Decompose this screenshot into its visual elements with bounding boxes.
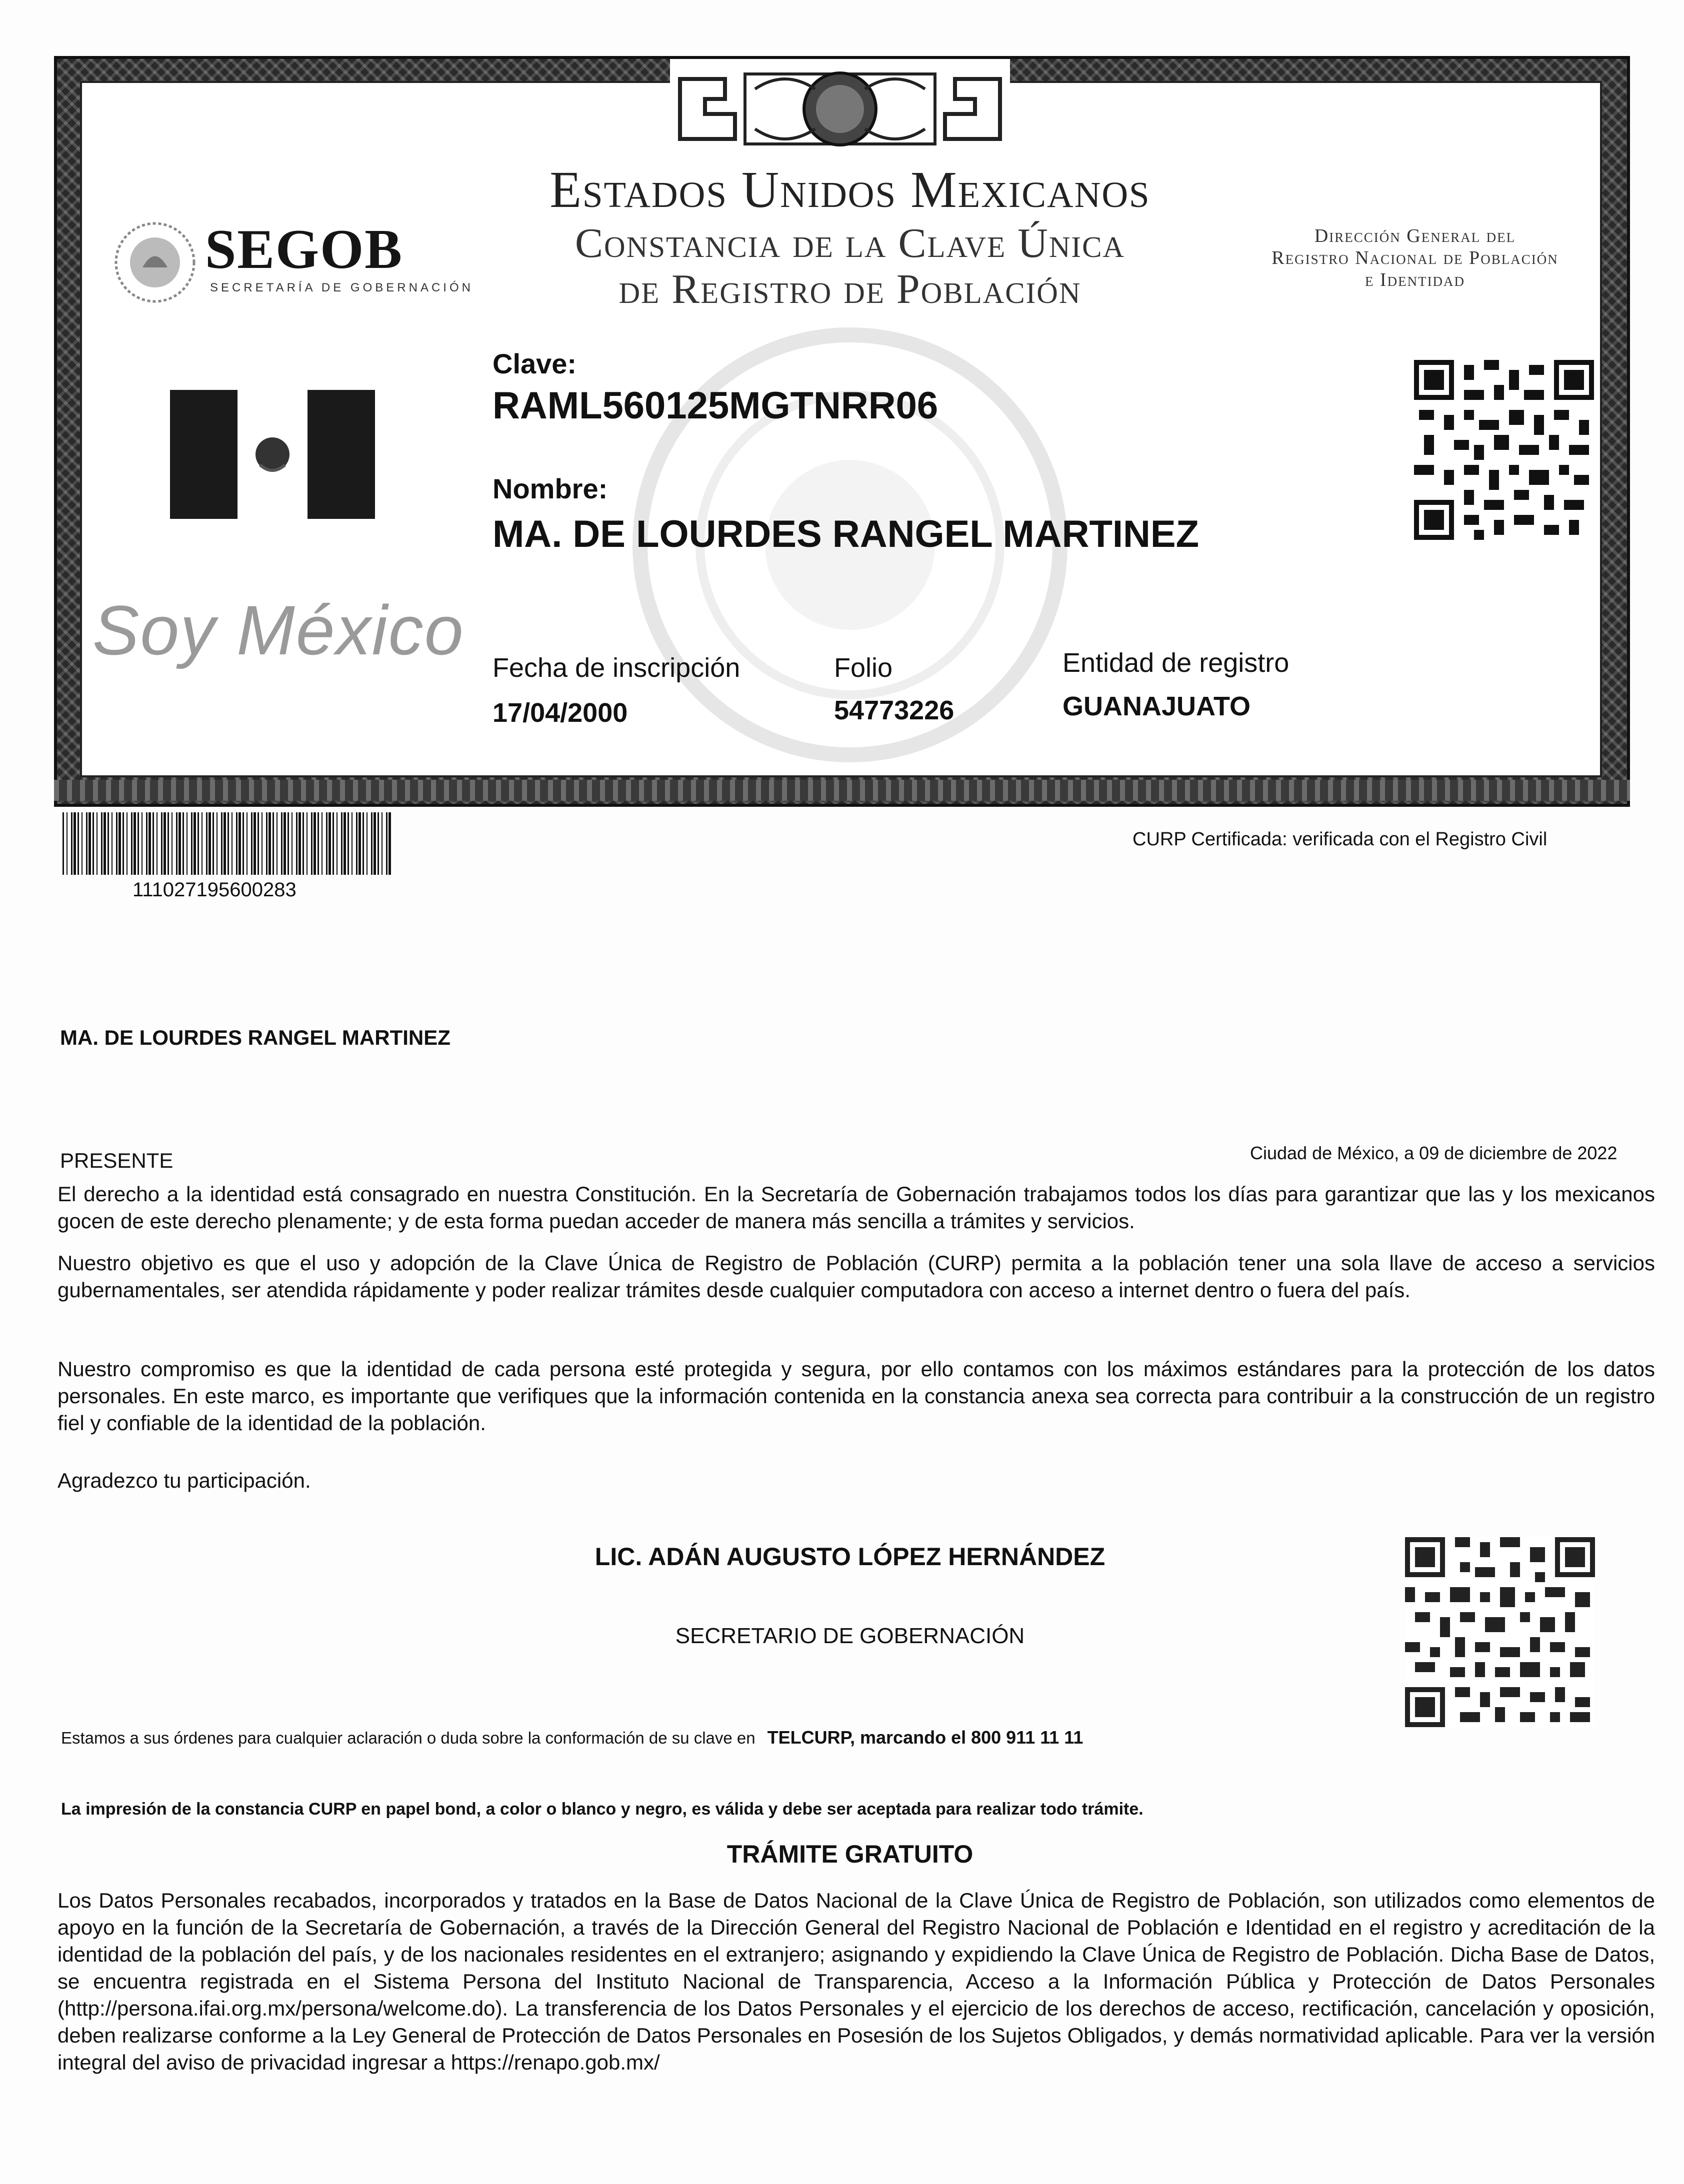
signer-name: LIC. ADÁN AUGUSTO LÓPEZ HERNÁNDEZ bbox=[594, 1543, 1106, 1571]
contact-phone: TELCURP, marcando el 800 911 11 11 bbox=[767, 1727, 1084, 1748]
print-validity-note: La impresión de la constancia CURP en papel bond, a color o blanco y negro, es válida y debe ser aceptada para realizar todo trámite. bbox=[61, 1800, 1144, 1819]
letter-place-date: Ciudad de México, a 09 de diciembre de 2022 bbox=[1250, 1143, 1618, 1163]
contact-line bbox=[61, 1727, 1083, 1748]
signer-role: SECRETARIO DE GOBERNACIÓN bbox=[675, 1624, 1025, 1648]
clave-label: Clave: bbox=[492, 348, 577, 379]
segob-logo-text: SEGOB bbox=[205, 218, 403, 280]
privacy-notice: Los Datos Personales recabados, incorporados y tratados en la Base de Datos Nacional de la Clave Única de Registro de Población, son utilizados como elementos de apoyo en la función de la Secretaría de Gobernación, a través de la Dirección General del Registro Nacional de Población e Identidad en el registro y acreditación de la identidad de la población del país, y de los nacionales residentes en el extranjero; asignando y expidiendo la Clave Única de Registro de Población. Dicha Base de Datos, se encuentra registrada en el Sistema Persona del Instituto Nacional de Transparencia, Acceso a la Información Pública y Protección de Datos Personales (http://persona.ifai.org.mx/persona/welcome.do). La transferencia de los Datos Personales y el ejercicio de los derechos de acceso, rectificación, cancelación y oposición, deben realizarse conforme a la Ley General de Protección de Datos Personales en Posesión de los Sujetos Obligados, y demás normatividad aplicable. Para ver la versión integral del aviso de privacidad ingresar a https://renapo.gob.mx/ bbox=[58, 1889, 1655, 2074]
folio-label: Folio bbox=[834, 653, 893, 683]
letter-paragraph: Nuestro compromiso es que la identidad de cada persona esté protegida y segura, por ello contamos con los máximos estándares para la protección de los datos personales. En este marco, es importante que verifiques que la información contenida en la constancia anexa sea correcta para contribuir a la construcción de un registro fiel y confiable de la identidad de la población. bbox=[58, 1357, 1655, 1435]
country-title: Estados Unidos Mexicanos bbox=[550, 161, 1150, 218]
agency-line2: Registro Nacional de Población bbox=[1272, 247, 1558, 268]
folio-value: 54773226 bbox=[834, 695, 954, 725]
free-procedure-heading: TRÁMITE GRATUITO bbox=[726, 1840, 974, 1868]
letter-addressee: MA. DE LOURDES RANGEL MARTINEZ bbox=[60, 1026, 450, 1049]
fecha-label: Fecha de inscripción bbox=[492, 653, 740, 683]
segob-subtitle: SECRETARÍA DE GOBERNACIÓN bbox=[210, 281, 474, 294]
entidad-value: GUANAJUATO bbox=[1062, 691, 1251, 721]
certified-note: CURP Certificada: verificada con el Registro Civil bbox=[1132, 829, 1548, 850]
mexican-flag-icon bbox=[170, 390, 375, 519]
qr-code-icon bbox=[1405, 1537, 1595, 1727]
national-shield-icon bbox=[670, 59, 1010, 154]
agency-name bbox=[1220, 225, 1610, 291]
agency-line1: Dirección General del bbox=[1314, 225, 1516, 246]
document-title-line2: de Registro de Población bbox=[618, 266, 1082, 312]
segob-emblem-icon bbox=[112, 220, 198, 305]
contact-text: Estamos a sus órdenes para cualquier aclaración o duda sobre la conformación de su clave en bbox=[61, 1729, 756, 1747]
nombre-value: MA. DE LOURDES RANGEL MARTINEZ bbox=[492, 513, 1200, 555]
fecha-value: 17/04/2000 bbox=[492, 698, 628, 728]
letter-paragraph: Agradezco tu participación. bbox=[58, 1469, 311, 1492]
nombre-label: Nombre: bbox=[492, 473, 608, 504]
barcode-icon bbox=[62, 812, 392, 875]
barcode-number: 111027195600283 bbox=[132, 879, 296, 901]
document-title-line1: Constancia de la Clave Única bbox=[574, 220, 1126, 266]
qr-code-icon bbox=[1414, 360, 1594, 540]
letter-presente: PRESENTE bbox=[60, 1149, 174, 1172]
frame-bottom-band bbox=[54, 780, 1630, 801]
entidad-label: Entidad de registro bbox=[1062, 648, 1290, 678]
agency-line3: e Identidad bbox=[1364, 269, 1466, 290]
letter-paragraph: El derecho a la identidad está consagrado en nuestra Constitución. En la Secretaría de Gobernación trabajamos todos los días para garantizar que las y los mexicanos gocen de este derecho plenamente; y de esta forma puedan acceder de manera más sencilla a trámites y servicios. bbox=[58, 1182, 1655, 1233]
letter-paragraph: Nuestro objetivo es que el uso y adopción de la Clave Única de Registro de Población (CURP) permita a la población tener una sola llave de acceso a servicios gubernamentales, ser atendida rápidamente y poder realizar trámites desde cualquier computadora con acceso a internet dentro o fuera del país. bbox=[58, 1251, 1655, 1302]
slogan: Soy México bbox=[92, 591, 464, 669]
clave-value: RAML560125MGTNRR06 bbox=[492, 384, 938, 427]
